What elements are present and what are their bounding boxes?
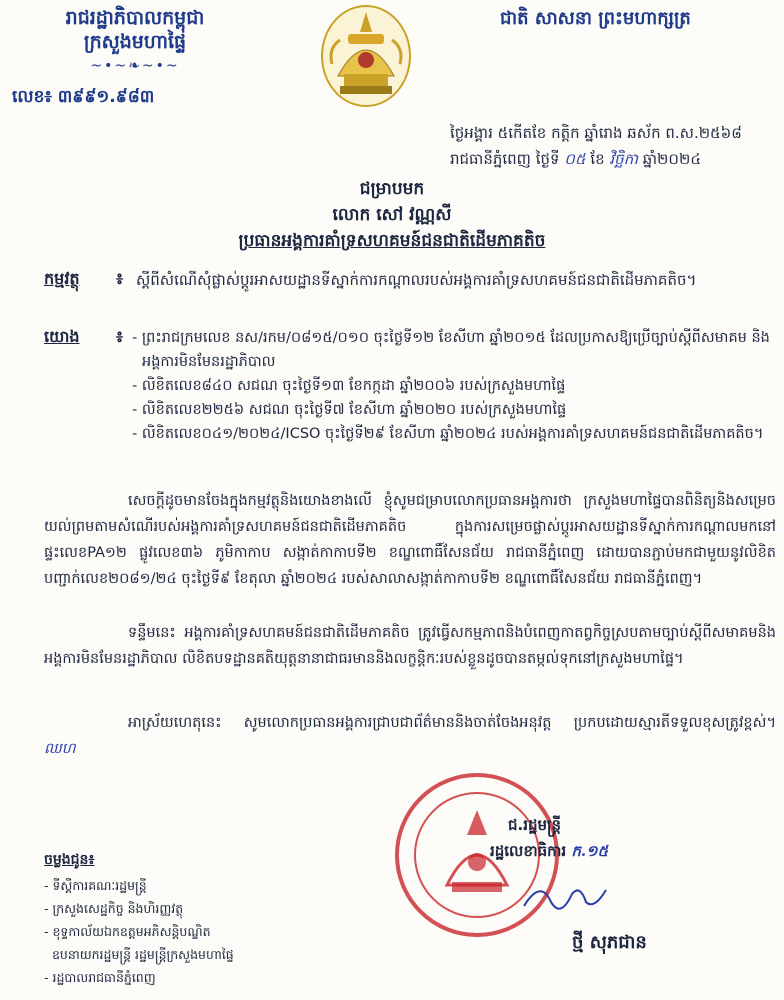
- cc-item: - ខុទ្ទកាល័យឯកឧត្តមអភិសន្តិបណ្ឌិត: [44, 924, 211, 939]
- references-colon: ៖: [116, 327, 124, 346]
- subject-label-text: កម្មវត្ថុ: [44, 269, 80, 288]
- signature-ink-note: ក.១៥: [571, 842, 609, 860]
- solar-year: ឆ្នាំ២០២៤: [642, 150, 701, 168]
- body-paragraph-3-text: អាស្រ័យហេតុនេះ សូមលោកប្រធានអង្គការជ្រាបជាព័ត៌មាននិងចាត់ចែងអនុវត្ត ប្រកបដោយស្មារតីទទួលខុសត្រូវខ្ពស់។: [128, 715, 776, 731]
- solar-date-prefix: រាជធានីភ្នំពេញ ថ្ងៃទី: [450, 150, 560, 168]
- reference-item: - លិខិតលេខ០៤១/២០២៤/ICSO ចុះថ្ងៃទី២៩ ខែសីហា ឆ្នាំ២០២៤ របស់អង្គការគាំទ្រសហគមន៍ជនជាតិដើមភាគតិច។: [132, 426, 764, 442]
- body-paragraph-1: សេចក្តីដូចមានចែងក្នុងកម្មវត្ថុនិងយោងខាងលើ ខ្ញុំសូមជម្រាបលោកប្រធានអង្គការថា ក្រសួងមហាផ្ទៃបានពិនិត្យនិងសម្រេចយល់ព្រមតាមសំណើរបស់អង្គការគាំទ្រសហគមន៍ជនជាតិដើមភាគតិច ក្នុងការសម្រេចផ្លាស់ប្តូរអាសយដ្ឋានទីស្នាក់ការកណ្តាលមកនៅផ្ទះលេខPA១២ ផ្លូវលេខ៣៦ ភូមិកាកាប សង្កាត់កាកាបទី២ ខណ្ឌពោធិ៍សែនជ័យ រាជធានីភ្នំពេញ ដោយបានភ្ជាប់មកជាមួយនូវលិខិតបញ្ជាក់លេខ២០៨១/២៤ ចុះថ្ងៃទី៩ ខែតុលា ឆ្នាំ២០២៤ របស់សាលាសង្កាត់កាកាបទី២ ខណ្ឌពោធិ៍សែនជ័យ រាជធានីភ្នំពេញ។: [44, 493, 776, 587]
- subject-colon: ៖: [116, 269, 124, 288]
- ministry-line1: រាជរដ្ឋាភិបាលកម្ពុជា: [65, 7, 205, 29]
- signature-title-1: ជ.រដ្ឋមន្ត្រី: [508, 816, 562, 834]
- body-paragraph-3: [44, 710, 776, 762]
- references-list: [132, 326, 776, 446]
- lunar-date: ថ្ងៃអង្គារ ៥កើតខែ កត្តិក ឆ្នាំរោង ឆស័ក ព.ស.២៥៦៨: [450, 124, 742, 142]
- subject-label: [44, 268, 80, 292]
- national-motto: ជាតិ សាសនា ព្រះមហាក្សត្រ: [500, 8, 691, 29]
- reference-item: - លិខិតលេខ៨៤០ សជណ ចុះថ្ងៃទី១៣ ខែកក្កដា ឆ្នាំ២០០៦ របស់ក្រសួងមហាផ្ទៃ: [132, 378, 566, 394]
- signatory-name: ថ្មី សុភជាន: [572, 932, 647, 953]
- royal-emblem-icon: [318, 4, 414, 108]
- solar-month: វិច្ឆិកា: [609, 150, 638, 168]
- reference-number: លេខ៖ ៣៩៩១.៩៨៣: [12, 87, 155, 107]
- solar-day: ០៥: [564, 150, 586, 168]
- signature-title-2: [490, 842, 608, 864]
- reference-item: - លិខិតលេខ២២៥៦ សជណ ចុះថ្ងៃទី៧ ខែសីហា ឆ្នាំ២០២០ របស់ក្រសួងមហាផ្ទៃ: [132, 402, 567, 418]
- cc-list: [44, 874, 384, 989]
- header-ornament: ~•~❧~•~: [90, 58, 180, 74]
- cc-item: - រដ្ឋបាលរាជធានីភ្នំពេញ: [44, 970, 156, 985]
- cc-item: ឧបនាយករដ្ឋមន្ត្រី រដ្ឋមន្ត្រីក្រសួងមហាផ្ទៃ: [44, 947, 234, 962]
- signature-title-2-text: រដ្ឋលេខាធិការ: [490, 842, 567, 860]
- solar-date: [450, 150, 701, 172]
- cc-item: - ទីស្តីការគណៈរដ្ឋមន្ត្រី: [44, 878, 147, 893]
- body-paragraph-2: ទន្ទឹមនេះ អង្គការគាំទ្រសហគមន៍ជនជាតិដើមភាគតិច ត្រូវធ្វើសកម្មភាពនិងបំពេញកាតព្វកិច្ចស្របតាមច្បាប់ស្តីពីសមាគមនិងអង្គការមិនមែនរដ្ឋាភិបាល លិខិតបទដ្ឋានគតិយុត្តនានាជាធរមាននិងលក្ខន្តិកៈរបស់ខ្លួនដូចបានតម្កល់ទុកនៅក្រសួងមហាផ្ទៃ។: [44, 625, 776, 667]
- cc-item: - ក្រសួងសេដ្ឋកិច្ច និងហិរញ្ញវត្ថុ: [44, 901, 184, 916]
- handwritten-signature-icon: [520, 876, 610, 916]
- recipient-name: លោក សៅ វណ្ណសី: [332, 205, 452, 225]
- references-label: យោង: [44, 327, 80, 346]
- cc-label: ចម្លងជូន៖: [44, 852, 95, 868]
- recipient-title: ប្រធានអង្គការគាំទ្រសហគមន៍ជនជាតិដើមភាគតិច: [238, 231, 546, 251]
- solar-month-label: ខែ: [590, 150, 605, 168]
- reference-item: - ព្រះរាជក្រមលេខ នស/រកម/០៨១៥/០១០ ចុះថ្ងៃទី១២ ខែសីហា ឆ្នាំ២០១៥ ដែលប្រកាសឱ្យប្រើច្បាប់ស្តីពីសមាគម និងអង្គការមិនមែនរដ្ឋាភិបាល: [132, 330, 770, 370]
- ministry-header: [40, 6, 230, 74]
- recipient-greeting: ជម្រាបមក: [359, 179, 425, 199]
- subject-text: ស្តីពីសំណើសុំផ្លាស់ប្តូរអាសយដ្ឋានទីស្នាក់ការកណ្តាលរបស់អង្គការគាំទ្រសហគមន៍ជនជាតិដើមភាគតិច។: [136, 271, 697, 289]
- ministry-line2: ក្រសួងមហាផ្ទៃ: [83, 31, 187, 53]
- handwritten-initial: ឈហ: [44, 741, 76, 757]
